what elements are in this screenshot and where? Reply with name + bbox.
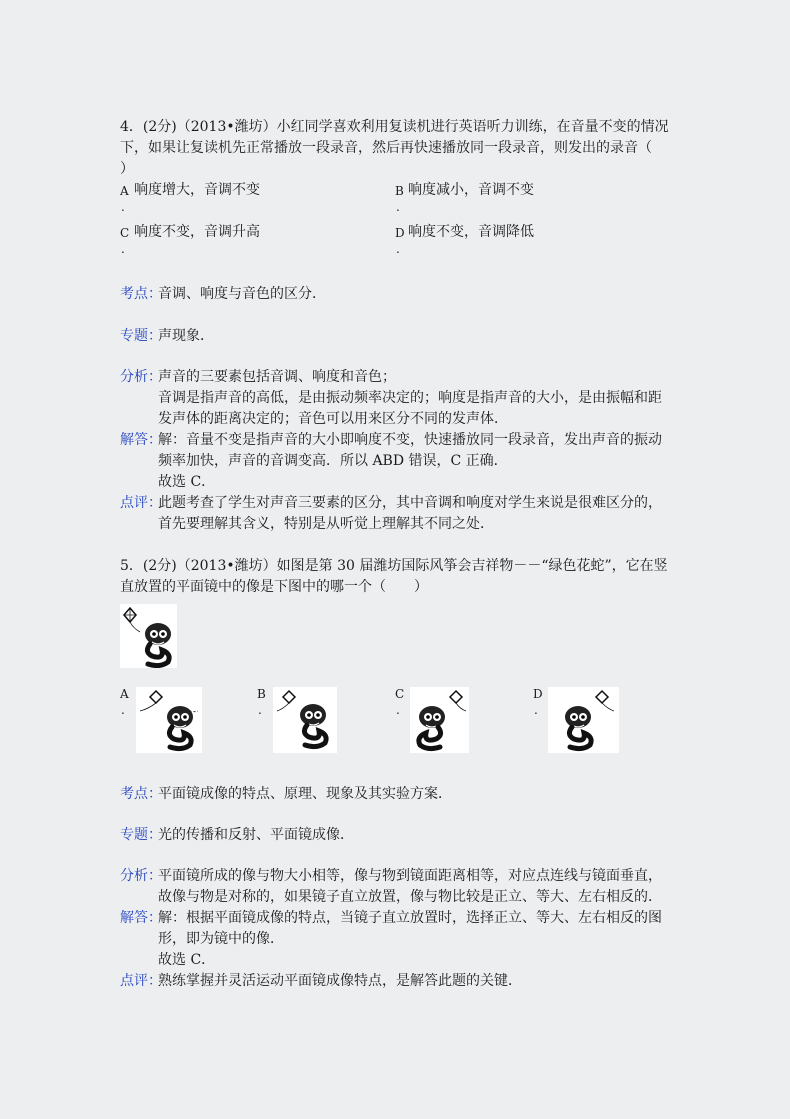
- option-text: 响度不变，音调降低: [408, 224, 534, 240]
- fenxi-line: 音调是指声音的高低，是由振动频率决定的；响度是指声音的大小，是由振幅和距: [158, 390, 662, 406]
- fenxi-line: 发声体的距离决定的；音色可以用来区分不同的发声体．: [158, 411, 508, 427]
- kaodian-text: 音调、响度与音色的区分．: [158, 286, 326, 302]
- option-dot: .: [121, 703, 125, 717]
- option-d-image: [548, 687, 619, 753]
- option-letter: B: [395, 184, 404, 198]
- option-letter: D: [395, 226, 405, 240]
- dianping-line: 此题考查了学生对声音三要素的区分，其中音调和响度对学生来说是很难区分的，: [158, 495, 662, 511]
- option-dot: .: [396, 242, 400, 256]
- fenxi-label: 分析：: [120, 369, 162, 385]
- option-b-image: [273, 687, 337, 753]
- option-letter: C: [120, 226, 130, 240]
- jieda-line: 形，即为镜中的像．: [158, 931, 284, 947]
- q5-stem-line: 直放置的平面镜中的像是下图中的哪一个（ ）: [120, 579, 428, 595]
- option-dot: .: [258, 703, 262, 717]
- option-letter: B: [257, 687, 266, 701]
- option-letter: A: [120, 184, 129, 198]
- zhuanti-text: 光的传播和反射、平面镜成像．: [158, 827, 354, 843]
- dianping-line: 熟练掌握并灵活运动平面镜成像特点，是解答此题的关键．: [158, 973, 522, 989]
- option-text: 响度减小，音调不变: [408, 182, 534, 198]
- jieda-line: 频率加快，声音的音调变高．所以 ABD 错误，C 正确．: [158, 453, 508, 469]
- zhuanti-label: 专题：: [120, 328, 162, 344]
- kaodian-label: 考点：: [120, 786, 162, 802]
- q4-stem-line: 下，如果让复读机先正常播放一段录音，然后再快速播放同一段录音，则发出的录音（: [120, 140, 652, 156]
- option-letter: A: [120, 687, 129, 701]
- option-dot: .: [396, 703, 400, 717]
- fenxi-line: 平面镜所成的像与物大小相等，像与物到镜面距离相等，对应点连线与镜面垂直，: [158, 868, 662, 884]
- option-dot: .: [121, 200, 125, 214]
- snake-option-b-icon: [273, 687, 337, 753]
- snake-option-a-icon: [136, 687, 202, 753]
- q4-stem-line: 4．(2分)（2013•潍坊）小红同学喜欢利用复读机进行英语听力训练，在音量不变的情况: [120, 119, 669, 135]
- jieda-line: 故选 C．: [158, 474, 216, 490]
- snake-mascot-icon: [120, 604, 177, 668]
- q5-stem-line: 5．(2分)（2013•潍坊）如图是第 30 届潍坊国际风筝会吉祥物－－“绿色花蛇”，它在竖: [120, 558, 668, 574]
- snake-mascot-image: [120, 604, 177, 668]
- q4-stem-line: ）: [120, 161, 134, 177]
- kaodian-text: 平面镜成像的特点、原理、现象及其实验方案．: [158, 786, 452, 802]
- option-text: 响度增大，音调不变: [134, 182, 260, 198]
- snake-option-c-icon: [410, 687, 469, 753]
- dianping-line: 首先要理解其含义，特别是从听觉上理解其不同之处．: [158, 516, 494, 532]
- zhuanti-text: 声现象．: [158, 328, 214, 344]
- fenxi-label: 分析：: [120, 868, 162, 884]
- fenxi-line: 故像与物是对称的，如果镜子直立放置，像与物比较是正立、等大、左右相反的．: [158, 889, 662, 905]
- option-c-image: [410, 687, 469, 753]
- kaodian-label: 考点：: [120, 286, 162, 302]
- option-dot: .: [396, 200, 400, 214]
- snake-option-d-icon: [548, 687, 619, 753]
- option-letter: C: [395, 687, 405, 701]
- option-a-image: [136, 687, 202, 753]
- dianping-label: 点评：: [120, 495, 162, 511]
- jieda-line: 解：音量不变是指声音的大小即响度不变，快速播放同一段录音，发出声音的振动: [158, 432, 662, 448]
- dianping-label: 点评：: [120, 973, 162, 989]
- jieda-line: 解：根据平面镜成像的特点，当镜子直立放置时，选择正立、等大、左右相反的图: [158, 910, 662, 926]
- zhuanti-label: 专题：: [120, 827, 162, 843]
- option-dot: .: [534, 703, 538, 717]
- fenxi-line: 声音的三要素包括音调、响度和音色；: [158, 369, 396, 385]
- option-dot: .: [121, 242, 125, 256]
- option-letter: D: [533, 687, 543, 701]
- option-text: 响度不变，音调升高: [134, 224, 260, 240]
- jieda-label: 解答：: [120, 910, 162, 926]
- jieda-label: 解答：: [120, 432, 162, 448]
- jieda-line: 故选 C．: [158, 952, 216, 968]
